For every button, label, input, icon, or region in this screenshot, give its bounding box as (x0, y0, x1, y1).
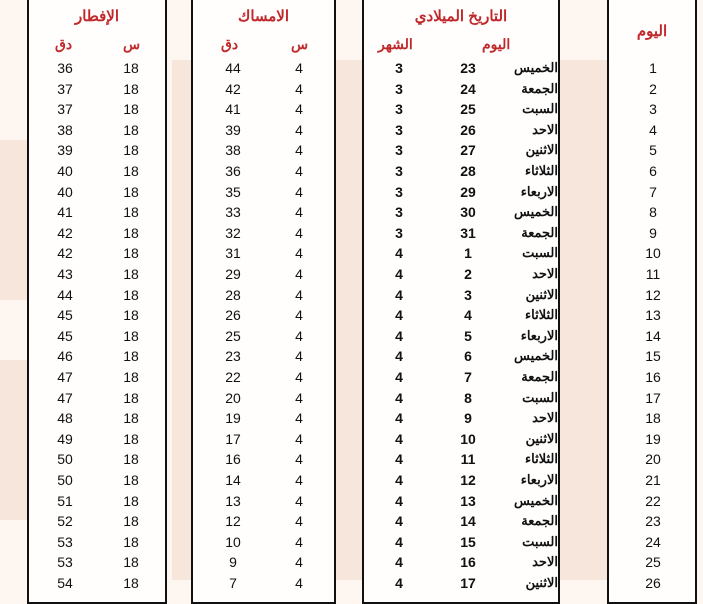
weekday-name: الثلاثاء (525, 163, 558, 178)
weekday-name: السبت (522, 390, 558, 405)
ramadan-day: 7 (649, 184, 657, 200)
imsak-hour: 4 (295, 142, 303, 158)
iftar-minute: 44 (57, 287, 73, 303)
ramadan-day: 12 (645, 287, 661, 303)
imsak-minute: 28 (225, 287, 241, 303)
ramadan-day: 10 (645, 245, 661, 261)
imsak-minute: 7 (229, 575, 237, 591)
gregorian-day: 9 (464, 410, 472, 426)
ramadan-day: 3 (649, 101, 657, 117)
iftar-minute: 53 (57, 534, 73, 550)
iftar-hour: 18 (123, 60, 139, 76)
imsak-minute: 25 (225, 328, 241, 344)
iftar-minute: 43 (57, 266, 73, 282)
imsak-hour: 4 (295, 369, 303, 385)
ramadan-day: 4 (649, 122, 657, 138)
imsak-minute-header: دق (221, 36, 239, 52)
imsak-minute: 31 (225, 245, 241, 261)
imsak-minute: 14 (225, 472, 241, 488)
gregorian-day: 2 (464, 266, 472, 282)
gregorian-month: 4 (395, 554, 403, 570)
iftar-hour: 18 (123, 122, 139, 138)
gregorian-day: 25 (460, 101, 476, 117)
weekday-name: الجمعة (521, 225, 558, 240)
imsak-minute: 19 (225, 410, 241, 426)
iftar-hour: 18 (123, 369, 139, 385)
imsak-hour-header: س (291, 36, 309, 52)
weekday-name: الثلاثاء (525, 307, 558, 322)
imsak-minute: 38 (225, 142, 241, 158)
imsak-hour: 4 (295, 431, 303, 447)
gregorian-month: 4 (395, 472, 403, 488)
weekday-name: الجمعة (521, 369, 558, 384)
imsak-minute: 36 (225, 163, 241, 179)
iftar-hour: 18 (123, 81, 139, 97)
imsak-hour: 4 (295, 184, 303, 200)
iftar-minute: 41 (57, 204, 73, 220)
imsak-minute: 26 (225, 307, 241, 323)
iftar-minute: 50 (57, 451, 73, 467)
gregorian-month: 3 (395, 163, 403, 179)
imsak-hour: 4 (295, 390, 303, 406)
gregorian-month: 4 (395, 431, 403, 447)
gregorian-day: 15 (460, 534, 476, 550)
imsak-minute: 29 (225, 266, 241, 282)
imsak-minute: 10 (225, 534, 241, 550)
imsak-minute: 22 (225, 369, 241, 385)
gregorian-month: 3 (395, 142, 403, 158)
iftar-hour: 18 (123, 204, 139, 220)
gregorian-day: 1 (464, 245, 472, 261)
day-column (607, 0, 697, 604)
gregorian-month: 4 (395, 348, 403, 364)
imsak-hour: 4 (295, 245, 303, 261)
iftar-hour: 18 (123, 554, 139, 570)
iftar-minute-header: دق (55, 36, 73, 52)
ramadan-day: 22 (645, 493, 661, 509)
iftar-hour: 18 (123, 513, 139, 529)
ramadan-day: 19 (645, 431, 661, 447)
iftar-minute: 37 (57, 101, 73, 117)
gregorian-month: 3 (395, 204, 403, 220)
iftar-hour: 18 (123, 534, 139, 550)
weekday-name: الخميس (514, 493, 558, 508)
ramadan-day: 5 (649, 142, 657, 158)
gregorian-month: 4 (395, 410, 403, 426)
iftar-minute: 52 (57, 513, 73, 529)
iftar-hour: 18 (123, 472, 139, 488)
gregorian-day: 28 (460, 163, 476, 179)
gregorian-column (362, 0, 560, 604)
imsak-title: الامساك (237, 8, 290, 25)
ramadan-day: 16 (645, 369, 661, 385)
iftar-minute: 51 (57, 493, 73, 509)
iftar-minute: 40 (57, 184, 73, 200)
iftar-hour: 18 (123, 410, 139, 426)
weekday-name: الاحد (532, 266, 558, 281)
iftar-hour: 18 (123, 163, 139, 179)
imsak-hour: 4 (295, 101, 303, 117)
iftar-hour: 18 (123, 225, 139, 241)
gregorian-month: 4 (395, 328, 403, 344)
gregorian-month: 4 (395, 287, 403, 303)
gregorian-month: 3 (395, 60, 403, 76)
gregorian-day: 11 (460, 451, 476, 467)
iftar-minute: 37 (57, 81, 73, 97)
ramadan-day: 21 (645, 472, 661, 488)
gregorian-day: 6 (464, 348, 472, 364)
gregorian-day: 30 (460, 204, 476, 220)
imsak-hour: 4 (295, 163, 303, 179)
iftar-minute: 46 (57, 348, 73, 364)
ramadan-day: 24 (645, 534, 661, 550)
imsak-minute: 13 (225, 493, 241, 509)
iftar-minute: 39 (57, 142, 73, 158)
ramadan-day: 18 (645, 410, 661, 426)
gregorian-day: 12 (460, 472, 476, 488)
iftar-minute: 45 (57, 328, 73, 344)
imsak-minute: 41 (225, 101, 241, 117)
imsak-minute: 44 (225, 60, 241, 76)
gregorian-day: 3 (464, 287, 472, 303)
iftar-hour: 18 (123, 142, 139, 158)
gregorian-month: 3 (395, 184, 403, 200)
imsak-hour: 4 (295, 225, 303, 241)
ramadan-day: 1 (649, 60, 657, 76)
gregorian-month: 4 (395, 245, 403, 261)
iftar-hour: 18 (123, 266, 139, 282)
imsak-hour: 4 (295, 534, 303, 550)
imsak-hour: 4 (295, 451, 303, 467)
ramadan-day: 15 (645, 348, 661, 364)
iftar-hour: 18 (123, 307, 139, 323)
gregorian-month: 4 (395, 493, 403, 509)
gregorian-day: 16 (460, 554, 476, 570)
iftar-minute: 42 (57, 245, 73, 261)
ramadan-day: 23 (645, 513, 661, 529)
imsak-minute: 20 (225, 390, 241, 406)
weekday-name: الاثنين (525, 142, 558, 157)
imsak-hour: 4 (295, 348, 303, 364)
weekday-name: السبت (522, 534, 558, 549)
gregorian-day: 31 (460, 225, 476, 241)
gregorian-month: 4 (395, 534, 403, 550)
ramadan-day: 14 (645, 328, 661, 344)
iftar-hour: 18 (123, 451, 139, 467)
gregorian-title: التاريخ الميلادي (414, 8, 508, 25)
gregorian-month: 4 (395, 369, 403, 385)
gregorian-month: 3 (395, 101, 403, 117)
gregorian-month: 3 (395, 81, 403, 97)
iftar-hour: 18 (123, 493, 139, 509)
gregorian-day-header: اليوم (482, 36, 511, 52)
iftar-minute: 48 (57, 410, 73, 426)
iftar-minute: 42 (57, 225, 73, 241)
imsak-minute: 32 (225, 225, 241, 241)
weekday-name: الاربعاء (520, 472, 558, 487)
imsak-hour: 4 (295, 204, 303, 220)
imsak-hour: 4 (295, 410, 303, 426)
weekday-name: الثلاثاء (525, 451, 558, 466)
gregorian-day: 7 (464, 369, 472, 385)
ramadan-day: 11 (645, 266, 661, 282)
weekday-name: الاثنين (525, 575, 558, 590)
imsak-minute: 33 (225, 204, 241, 220)
gregorian-day: 8 (464, 390, 472, 406)
imsak-hour: 4 (295, 81, 303, 97)
iftar-minute: 45 (57, 307, 73, 323)
iftar-minute: 47 (57, 369, 73, 385)
weekday-name: الاربعاء (520, 328, 558, 343)
iftar-minute: 40 (57, 163, 73, 179)
imsak-hour: 4 (295, 307, 303, 323)
imsak-hour: 4 (295, 266, 303, 282)
iftar-hour: 18 (123, 431, 139, 447)
imsak-hour: 4 (295, 554, 303, 570)
gregorian-month: 4 (395, 575, 403, 591)
weekday-name: الاحد (532, 122, 558, 137)
ramadan-day: 6 (649, 163, 657, 179)
gregorian-month: 4 (395, 307, 403, 323)
gregorian-day: 5 (464, 328, 472, 344)
ramadan-day: 20 (645, 451, 661, 467)
gregorian-day: 23 (460, 60, 476, 76)
weekday-name: الاثنين (525, 287, 558, 302)
iftar-hour: 18 (123, 101, 139, 117)
gregorian-day: 4 (464, 307, 472, 323)
imsak-minute: 35 (225, 184, 241, 200)
iftar-hour: 18 (123, 184, 139, 200)
gregorian-month: 3 (395, 122, 403, 138)
iftar-minute: 47 (57, 390, 73, 406)
iftar-hour: 18 (123, 287, 139, 303)
imsak-hour: 4 (295, 493, 303, 509)
iftar-hour: 18 (123, 328, 139, 344)
imsak-hour: 4 (295, 513, 303, 529)
imsak-minute: 42 (225, 81, 241, 97)
imsak-hour: 4 (295, 122, 303, 138)
weekday-name: الاربعاء (520, 184, 558, 199)
weekday-name: الجمعة (521, 81, 558, 96)
iftar-minute: 36 (57, 60, 73, 76)
gregorian-day: 29 (460, 184, 476, 200)
imsak-hour: 4 (295, 575, 303, 591)
iftar-hour: 18 (123, 245, 139, 261)
ramadan-day: 26 (645, 575, 661, 591)
weekday-name: الاثنين (525, 431, 558, 446)
gregorian-month: 4 (395, 451, 403, 467)
iftar-hour-header: س (123, 36, 141, 52)
gregorian-day: 13 (460, 493, 476, 509)
gregorian-day: 10 (460, 431, 476, 447)
iftar-column (27, 0, 167, 604)
weekday-name: السبت (522, 101, 558, 116)
imsak-column (191, 0, 336, 604)
ramadan-day: 8 (649, 204, 657, 220)
ramadan-day: 25 (645, 554, 661, 570)
gregorian-day: 14 (460, 513, 476, 529)
iftar-title: الإفطار (74, 8, 119, 25)
imsak-hour: 4 (295, 472, 303, 488)
iftar-minute: 49 (57, 431, 73, 447)
iftar-minute: 50 (57, 472, 73, 488)
day-title: اليوم (636, 23, 668, 40)
gregorian-day: 26 (460, 122, 476, 138)
iftar-hour: 18 (123, 348, 139, 364)
iftar-minute: 54 (57, 575, 73, 591)
gregorian-day: 17 (460, 575, 476, 591)
iftar-minute: 38 (57, 122, 73, 138)
ramadan-day: 2 (649, 81, 657, 97)
gregorian-month: 4 (395, 266, 403, 282)
gregorian-day: 27 (460, 142, 476, 158)
imsak-hour: 4 (295, 287, 303, 303)
weekday-name: السبت (522, 245, 558, 260)
ramadan-day: 17 (645, 390, 661, 406)
gregorian-month-header: الشهر (378, 36, 413, 52)
gregorian-month: 4 (395, 513, 403, 529)
imsak-minute: 9 (229, 554, 237, 570)
weekday-name: الخميس (514, 348, 558, 363)
ramadan-day: 9 (649, 225, 657, 241)
imsak-hour: 4 (295, 328, 303, 344)
weekday-name: الخميس (514, 60, 558, 75)
imsak-hour: 4 (295, 60, 303, 76)
gregorian-day: 24 (460, 81, 476, 97)
imsak-minute: 16 (225, 451, 241, 467)
gregorian-month: 4 (395, 390, 403, 406)
imsak-minute: 39 (225, 122, 241, 138)
gregorian-month: 3 (395, 225, 403, 241)
ramadan-day: 13 (645, 307, 661, 323)
iftar-minute: 53 (57, 554, 73, 570)
weekday-name: الخميس (514, 204, 558, 219)
imsak-minute: 23 (225, 348, 241, 364)
imsak-minute: 17 (225, 431, 241, 447)
imsak-minute: 12 (225, 513, 241, 529)
iftar-hour: 18 (123, 575, 139, 591)
weekday-name: الاحد (532, 554, 558, 569)
weekday-name: الاحد (532, 410, 558, 425)
weekday-name: الجمعة (521, 513, 558, 528)
iftar-hour: 18 (123, 390, 139, 406)
